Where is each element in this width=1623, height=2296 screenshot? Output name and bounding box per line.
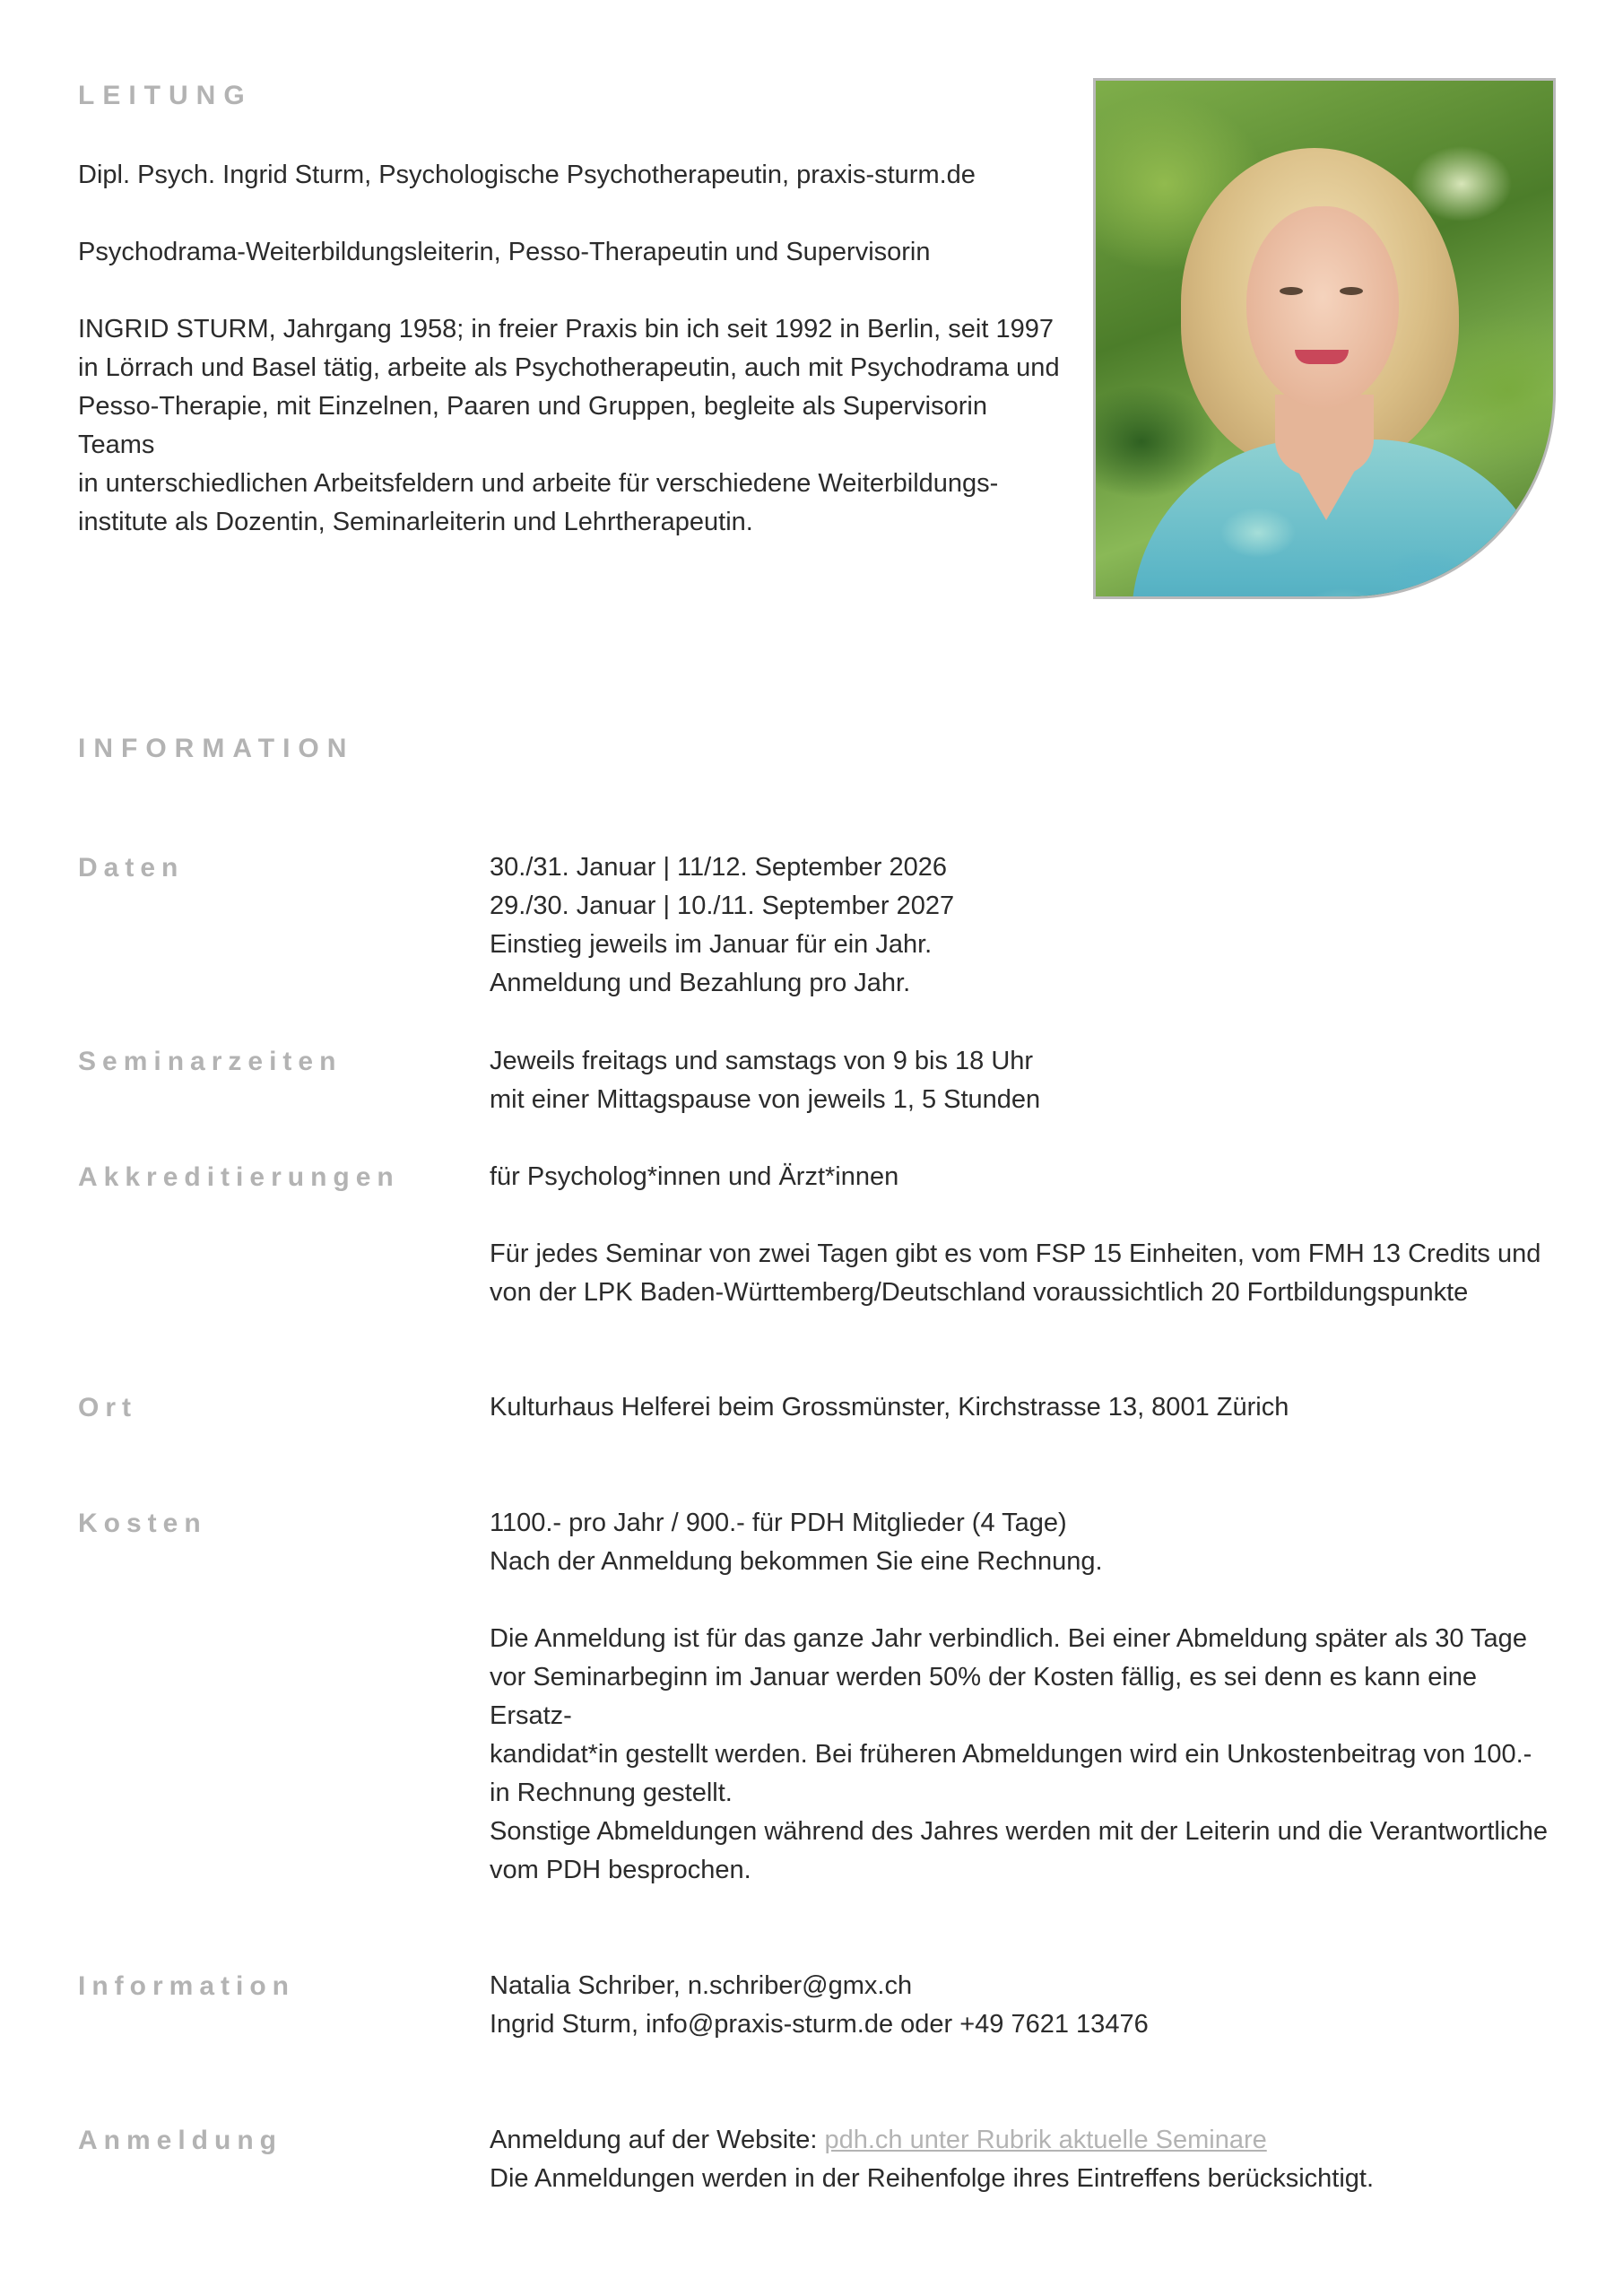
daten-line: Einstieg jeweils im Januar für ein Jahr.: [490, 930, 933, 959]
kontakt-line: Ingrid Sturm, info@praxis-sturm.de oder +49 7621 13476: [490, 2010, 1149, 2039]
akkreditierungen-detail-line: Für jedes Seminar von zwei Tagen gibt es vom FSP 15 Einheiten, vom FMH 13 Credits und: [490, 1239, 1541, 1268]
value-ort: [490, 1388, 1566, 1427]
section-title-leitung: LEITUNG: [78, 81, 253, 110]
value-akkreditierungen-details: [490, 1235, 1566, 1312]
daten-line: 29./30. Januar | 10./11. September 2027: [490, 891, 955, 920]
value-seminarzeiten: [490, 1042, 1566, 1119]
leitung-line-1: Dipl. Psych. Ingrid Sturm, Psychologische Psychotherapeutin, praxis-sturm.de: [78, 161, 976, 189]
kosten-condition-line: kandidat*in gestellt werden. Bei früheren Abmeldungen wird ein Unkostenbeitrag von 100.-: [490, 1740, 1532, 1769]
section-title-information: INFORMATION: [78, 734, 355, 763]
anmeldung-prefix: Anmeldung auf der Website:: [490, 2126, 825, 2154]
value-akkreditierungen: [490, 1158, 1566, 1196]
bio-line: Pesso-Therapie, mit Einzelnen, Paaren und Gruppen, begleite als Supervisorin Teams: [78, 392, 987, 459]
label-ort: Ort: [78, 1393, 137, 1422]
label-akkreditierungen: Akkreditierungen: [78, 1162, 400, 1192]
value-kosten-conditions: [490, 1620, 1566, 1813]
value-anmeldung: [490, 2121, 1566, 2198]
portrait-mouth: [1295, 350, 1349, 364]
akkreditierungen-detail-line: von der LPK Baden-Württemberg/Deutschland voraussichtlich 20 Fortbildungspunkte: [490, 1278, 1469, 1307]
portrait-face: [1246, 206, 1399, 408]
anmeldung-link[interactable]: pdh.ch unter Rubrik aktuelle Seminare: [824, 2126, 1267, 2154]
akkreditierungen-line: für Psycholog*innen und Ärzt*innen: [490, 1162, 899, 1191]
seminarzeiten-line: mit einer Mittagspause von jeweils 1, 5 Stunden: [490, 1085, 1041, 1114]
kosten-condition-line: vor Seminarbeginn im Januar werden 50% der Kosten fällig, es sei denn es kann eine Ersatz-: [490, 1663, 1478, 1730]
anmeldung-line-2: Die Anmeldungen werden in der Reihenfolge ihres Eintreffens berücksichtigt.: [490, 2164, 1375, 2193]
daten-line: 30./31. Januar | 11/12. September 2026: [490, 853, 948, 882]
value-kosten: [490, 1504, 1566, 1581]
bio-line: INGRID STURM, Jahrgang 1958; in freier Praxis bin ich seit 1992 in Berlin, seit 1997: [78, 315, 1054, 344]
value-daten: [490, 848, 1566, 1003]
portrait-neckline: [1280, 439, 1373, 520]
daten-line: Anmeldung und Bezahlung pro Jahr.: [490, 969, 911, 997]
value-kosten-other: [490, 1813, 1566, 1890]
label-anmeldung: Anmeldung: [78, 2126, 282, 2155]
leitung-bio: [78, 310, 1064, 542]
bio-line: in Lörrach und Basel tätig, arbeite als Psychotherapeutin, auch mit Psychodrama und: [78, 353, 1060, 382]
portrait-eye-right: [1340, 287, 1363, 295]
label-information: Information: [78, 1971, 295, 2001]
anmeldung-line: [490, 2121, 1566, 2160]
seminarzeiten-line: Jeweils freitags und samstags von 9 bis 18 Uhr: [490, 1047, 1034, 1075]
value-information: [490, 1967, 1566, 2044]
label-kosten: Kosten: [78, 1509, 207, 1538]
kosten-line: 1100.- pro Jahr / 900.- für PDH Mitglieder (4 Tage): [490, 1509, 1067, 1537]
kosten-line: Nach der Anmeldung bekommen Sie eine Rechnung.: [490, 1547, 1103, 1576]
kosten-other-line: Sonstige Abmeldungen während des Jahres werden mit der Leiterin und die Verantwortliche: [490, 1817, 1549, 1846]
kontakt-line: Natalia Schriber, n.schriber@gmx.ch: [490, 1971, 913, 2000]
ort-line: Kulturhaus Helferei beim Grossmünster, Kirchstrasse 13, 8001 Zürich: [490, 1393, 1289, 1422]
portrait-photo: [1093, 78, 1556, 599]
bio-line: in unterschiedlichen Arbeitsfeldern und arbeite für verschiedene Weiterbildungs-: [78, 469, 999, 498]
label-daten: Daten: [78, 853, 185, 883]
kosten-condition-line: in Rechnung gestellt.: [490, 1779, 733, 1807]
leitung-line-2: Psychodrama-Weiterbildungsleiterin, Pesso-Therapeutin und Supervisorin: [78, 238, 931, 266]
label-seminarzeiten: Seminarzeiten: [78, 1047, 343, 1076]
kosten-other-line: vom PDH besprochen.: [490, 1856, 751, 1884]
bio-line: institute als Dozentin, Seminarleiterin und Lehrtherapeutin.: [78, 508, 753, 536]
kosten-condition-line: Die Anmeldung ist für das ganze Jahr verbindlich. Bei einer Abmeldung später als 30 Tage: [490, 1624, 1527, 1653]
portrait-eye-left: [1280, 287, 1303, 295]
